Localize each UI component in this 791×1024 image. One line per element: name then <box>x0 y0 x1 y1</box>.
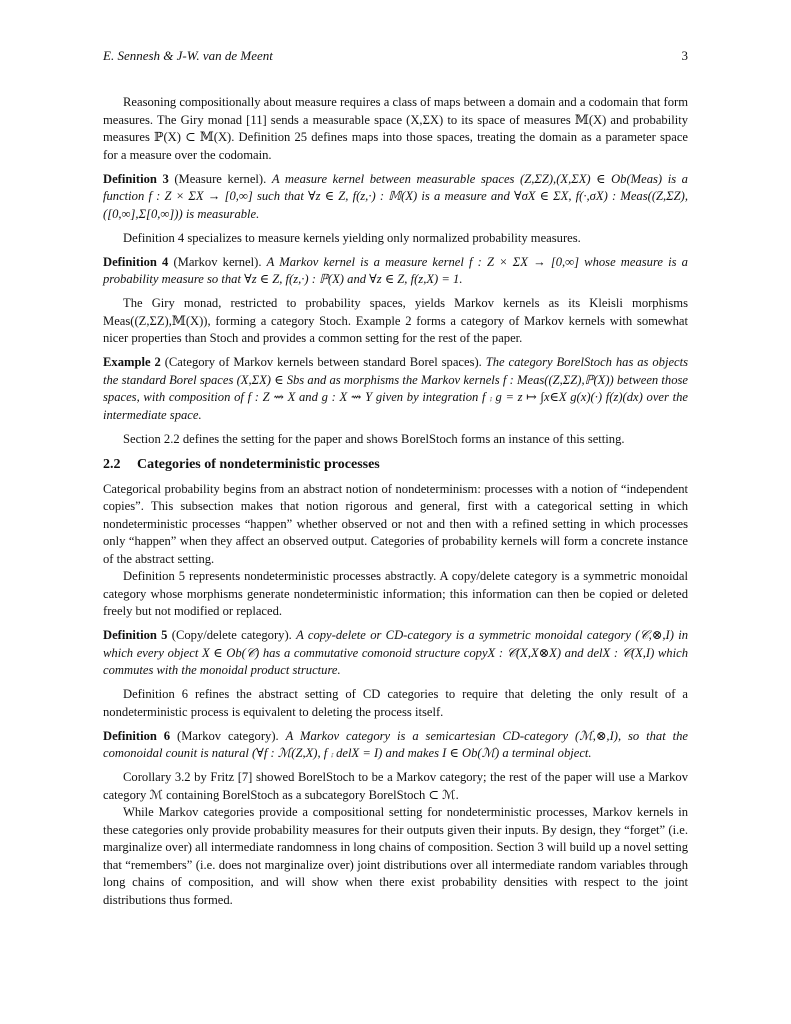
definition-5-title: (Copy/delete category). <box>171 628 292 642</box>
definition-5 <box>103 627 688 680</box>
definition-6-title: (Markov category). <box>177 728 279 743</box>
example-2-title: (Category of Markov kernels between standard Borel spaces). <box>164 355 482 369</box>
running-head-authors: E. Sennesh & J-W. van de Meent <box>103 48 273 63</box>
paragraph-def5-intro: Definition 5 represents nondeterministic processes abstractly. A copy/delete category is a symmetric monoidal category whose morphisms generate nondeterministic information; this information can then be copied or deleted freely but not modified or replaced. <box>103 569 688 618</box>
paragraph-stoch: The Giry monad, restricted to probability spaces, yields Markov kernels as its Kleisli morphisms Meas((Z,ΣZ),𝕄(X)), forming a category Stoch. Example 2 forms a category of Markov kernels with somewhat nicer properties than Stoch and provides a common setting for the rest of the paper. <box>103 296 688 345</box>
section-title: Categories of nondeterministic processes <box>137 456 380 472</box>
definition-3-body: A measure kernel between measurable spaces (Z,ΣZ),(X,ΣX) ∈ Ob(Meas) is a function f : Z × ΣX → [0,∞] such that ∀z ∈ Z, f(z,·) : 𝕄(X) is a measure and ∀σX ∈ ΣX, f(·,σX) : Meas((Z,ΣZ),([0,∞],Σ[0,∞])) is measurable. <box>103 171 688 221</box>
paragraph-giry-intro: Reasoning compositionally about measure requires a class of maps between a domain and a codomain that form measures. The Giry monad [11] sends a measurable space (X,ΣX) to its space of measures 𝕄(X) and probability measures ℙ(X) ⊂ 𝕄(X). Definition 25 defines maps into those spaces, treating the domain as a parameter space for a measure over the codomain. <box>103 95 688 162</box>
definition-5-label: Definition 5 <box>103 628 168 642</box>
definition-4 <box>103 254 688 289</box>
definition-6 <box>103 728 688 763</box>
definition-3-label: Definition 3 <box>103 171 169 186</box>
paragraph-def6-intro: Definition 6 refines the abstract setting of CD categories to require that deleting the only result of a nondeterministic process is equivalent to deleting the process itself. <box>103 687 688 719</box>
section-heading <box>103 455 688 475</box>
definition-4-title: (Markov kernel). <box>173 254 262 269</box>
definition-3 <box>103 171 688 224</box>
definition-5-body: A copy-delete or CD-category is a symmetric monoidal category (𝒞,⊗,I) in which every object X ∈ Ob(𝒞) has a commutative comonoid structure copyX : 𝒞(X,X⊗X) and delX : 𝒞(X,I) which commutes with the monoidal product structure. <box>103 628 688 677</box>
paragraph-markov-limitations: While Markov categories provide a compositional setting for nondeterministic processes, Markov kernels in these categories only provide probability measures for their outputs given their inputs. By design, they “forget” (i.e. marginalize over) all intermediate randomness in long chains of composition. Section 3 will build up a novel setting that “remembers” (i.e. does not marginalize over) joint distributions over all intermediate random variables through long chains of composition, and will show when there exist probability densities with respect to the joint distributions thus formed. <box>103 805 688 907</box>
definition-4-label: Definition 4 <box>103 254 169 269</box>
definition-3-title: (Measure kernel). <box>174 171 267 186</box>
definition-6-body: A Markov category is a semicartesian CD-category (ℳ,⊗,I), so that the comonoidal counit is natural (∀f : ℳ(Z,X), f ⨾ delX = I) and makes I ∈ Ob(ℳ) a terminal object. <box>103 728 689 760</box>
example-2-label: Example 2 <box>103 355 161 369</box>
section-number: 2.2 <box>103 456 121 472</box>
page-number: 3 <box>681 48 688 63</box>
page-body <box>103 94 688 916</box>
example-2 <box>103 354 688 424</box>
paragraph-categorical-probability: Categorical probability begins from an abstract notion of nondeterminism: processes with a notion of “independent copies”. This subsection makes that notion rigorous and general, first with a categorical setting in which nondeterministic processes “happen” whether observed or not and then with a refined setting in which processes only “happen” when they affect an observed output. Categories of probability kernels will form a concrete instance of the abstract setting. <box>103 481 688 566</box>
example-2-body: The category BorelStoch has as objects the standard Borel spaces (X,ΣX) ∈ Sbs and as morphisms the Markov kernels f : Meas((Z,ΣZ),ℙ(X)) between those spaces, with composition of f : Z ⇝ X and g : X ⇝ Y given by integration f ⨾ g = z ↦ ∫x∈X g(x)(·) f(z)(dx) over the intermediate space. <box>103 355 689 422</box>
running-head <box>103 47 688 65</box>
paragraph-section-pointer: Section 2.2 defines the setting for the paper and shows BorelStoch forms an instance of this setting. <box>123 431 625 446</box>
paragraph-corollary: Corollary 3.2 by Fritz [7] showed BorelStoch to be a Markov category; the rest of the paper will use a Markov category ℳ containing BorelStoch as a subcategory BorelStoch ⊂ ℳ. <box>103 770 688 802</box>
paragraph-def4-intro: Definition 4 specializes to measure kernels yielding only normalized probability measures. <box>123 230 581 245</box>
definition-6-label: Definition 6 <box>103 728 171 743</box>
definition-4-body: A Markov kernel is a measure kernel f : Z × ΣX → [0,∞] whose measure is a probability measure so that ∀z ∈ Z, f(z,·) : ℙ(X) and ∀z ∈ Z, f(z,X) = 1. <box>103 254 688 286</box>
